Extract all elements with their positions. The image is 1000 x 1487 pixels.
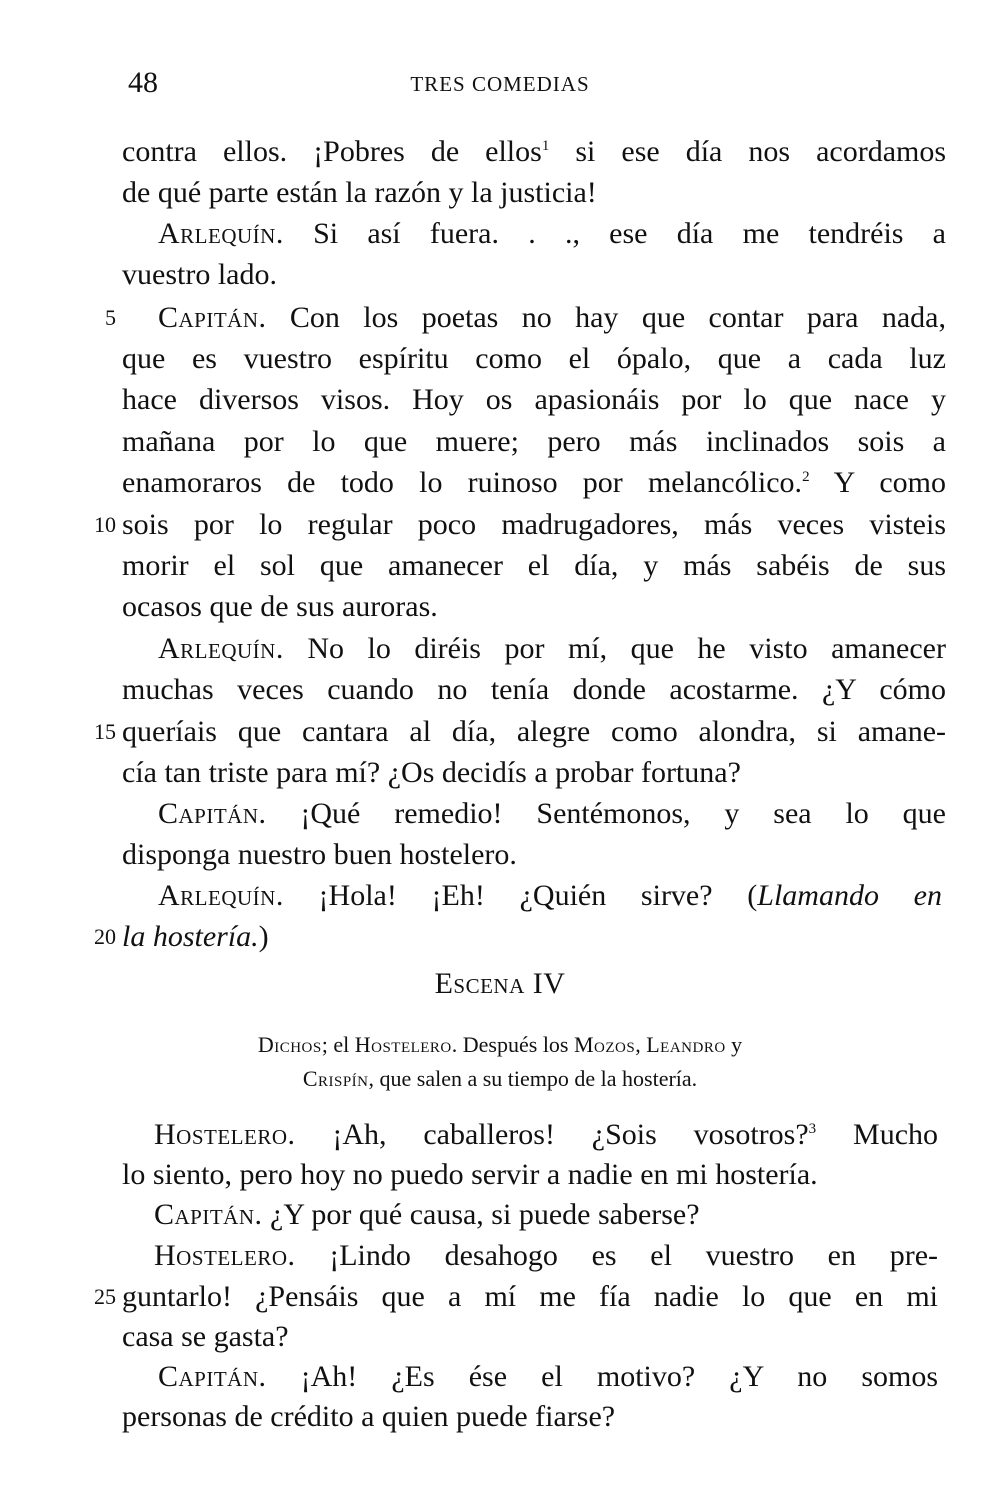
speaker-name: Capitán. xyxy=(154,1198,263,1231)
line-number: 5 xyxy=(105,305,116,330)
running-title: TRES COMEDIAS xyxy=(410,72,590,96)
text-line: personas de crédito a quien puede fiarse? xyxy=(122,1400,616,1433)
speaker-name: Hostelero. xyxy=(154,1118,296,1151)
text-line: la hostería.) xyxy=(122,920,269,953)
text-line: cía tan triste para mí? ¿Os decidís a probar fortuna? xyxy=(122,756,741,789)
speaker-name: Hostelero. xyxy=(154,1239,296,1272)
stage-direction: Crispín, que salen a su tiempo de la hostería. xyxy=(302,1066,698,1091)
scene-heading: Escena IV xyxy=(434,967,566,1000)
speech-line: Capitán. ¡Ah! ¿Es ése el motivo? ¿Y no somos xyxy=(158,1360,938,1393)
text-line: ocasos que de sus auroras. xyxy=(122,590,438,623)
line-number: 10 xyxy=(94,512,116,537)
speech-line: Capitán. ¿Y por qué causa, si puede saberse? xyxy=(154,1198,700,1231)
text-line: casa se gasta? xyxy=(122,1320,289,1353)
speech-line: Arlequín. Si así fuera. . ., ese día me tendréis a xyxy=(158,217,947,250)
speech-line: Capitán. ¡Qué remedio! Sentémonos, y sea lo que xyxy=(158,797,946,830)
page-number: 48 xyxy=(128,66,158,99)
text-line: hace diversos visos. Hoy os apasionáis por lo que nace y xyxy=(122,383,946,416)
speaker-name: Capitán. xyxy=(158,301,267,334)
speaker-name: Arlequín. xyxy=(158,879,284,912)
speech-line: Arlequín. No lo diréis por mí, que he visto amanecer xyxy=(158,632,946,665)
text-line: sois por lo regular poco madrugadores, más veces visteis xyxy=(122,508,946,541)
line-number: 15 xyxy=(94,719,116,744)
stage-direction: Dichos; el Hostelero. Después los Mozos, Leandro y xyxy=(257,1032,743,1057)
text-line: contra ellos. ¡Pobres de ellos$^1$ si ese día nos acordamos xyxy=(122,135,947,168)
text-line: disponga nuestro buen hostelero. xyxy=(122,838,517,871)
speech-line: Hostelero. ¡Lindo desahogo es el vuestro en pre- xyxy=(154,1239,939,1272)
text-line: enamoraros de todo lo ruinoso por melancólico.$^2$ Y como xyxy=(122,466,947,499)
speech-line: Capitán. Con los poetas no hay que contar para nada, xyxy=(158,301,947,334)
page-header xyxy=(0,66,1000,106)
text-line: vuestro lado. xyxy=(122,258,277,291)
text-line: guntarlo! ¿Pensáis que a mí me fía nadie lo que en mi xyxy=(122,1280,938,1313)
speaker-name: Capitán. xyxy=(158,797,267,830)
line-number: 20 xyxy=(94,924,116,949)
stage-direction: Llamando en xyxy=(757,879,942,912)
speech-line: Arlequín. ¡Hola! ¡Eh! ¿Quién sirve? (Llamando en xyxy=(158,879,942,912)
footnote-marker: 2 xyxy=(802,469,810,485)
text-line: morir el sol que amanecer el día, y más sabéis de sus xyxy=(122,549,946,582)
text-line: lo siento, pero hoy no puedo servir a nadie en mi hostería. xyxy=(122,1158,818,1191)
footnote-marker: 3 xyxy=(808,1121,817,1137)
footnote-marker: 1 xyxy=(541,138,550,154)
text-line: de qué parte están la razón y la justicia! xyxy=(122,176,597,209)
stage-direction: la hostería. xyxy=(122,920,259,953)
speaker-name: Arlequín. xyxy=(158,217,284,250)
text-line: queríais que cantara al día, alegre como alondra, si amane- xyxy=(122,715,946,748)
speaker-name: Capitán. xyxy=(158,1360,267,1393)
text-line: muchas veces cuando no tenía donde acostarme. ¿Y cómo xyxy=(122,673,946,706)
speech-line: Hostelero. ¡Ah, caballeros! ¿Sois vosotros?$^3$ Mucho xyxy=(154,1118,939,1151)
text-line: que es vuestro espíritu como el ópalo, que a cada luz xyxy=(122,342,946,375)
line-number: 25 xyxy=(94,1284,116,1309)
speaker-name: Arlequín. xyxy=(158,632,284,665)
text-line: mañana por lo que muere; pero más inclinados sois a xyxy=(122,425,946,458)
